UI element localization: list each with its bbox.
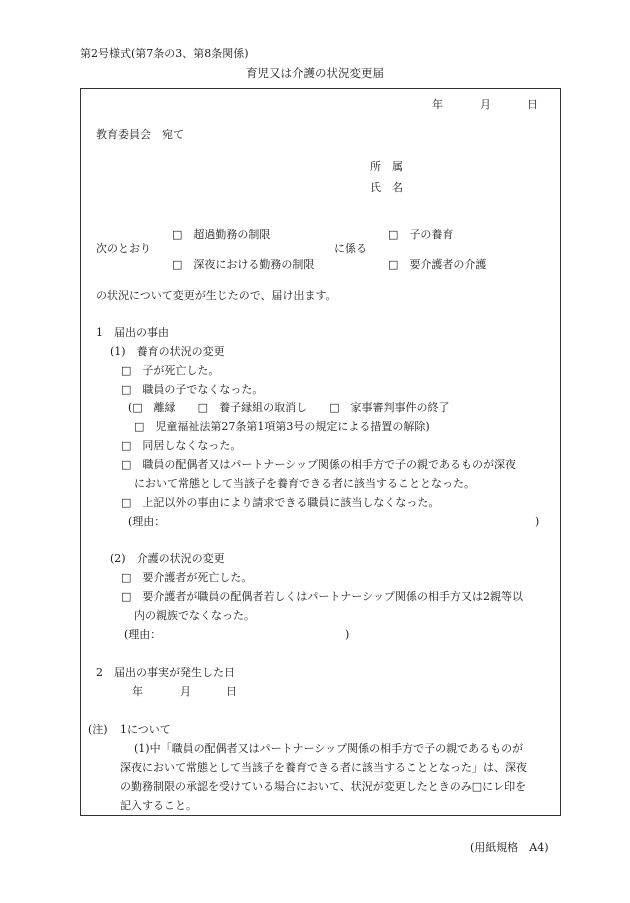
list-item: □ 同居しなくなった。 [121, 439, 242, 452]
date-year: 年 [432, 98, 443, 111]
reason-label: (理由： [128, 515, 166, 528]
option-overtime: □ 超過勤務の制限 [172, 228, 271, 241]
option-care: □ 要介護者の介護 [388, 258, 487, 271]
intro-relates: に係る [334, 242, 367, 255]
note-line: 深夜において常態として当該子を養育できる者に該当することとなった」は、深夜 [120, 761, 527, 774]
list-item: □ 児童福祉法第27条第1項第3号の規定による措置の解除) [134, 420, 430, 433]
note-heading: 1について [120, 723, 171, 736]
section2-month: 月 [180, 685, 191, 698]
list-item: 内の親族でなくなった。 [134, 609, 255, 622]
list-item: (□ 離縁 □ 養子縁組の取消し □ 家事審判事件の終了 [128, 401, 450, 414]
affiliation-label: 所 属 [370, 160, 403, 173]
list-item: □ 上記以外の事由により請求できる職員に該当しなくなった。 [121, 496, 440, 509]
intro-closing: の状況について変更が生じたので、届け出ます。 [96, 289, 337, 302]
section1-heading: 1 届出の事由 [96, 326, 169, 339]
addressee: 教育委員会 宛て [96, 128, 184, 141]
list-item: において常態として当該子を養育できる者に該当することとなった。 [134, 477, 475, 490]
note-line: の勤務制限の承認を受けている場合において、状況が変更したときのみ□にレ印を [120, 780, 527, 793]
name-label: 氏 名 [370, 181, 403, 194]
reason-label: (理由： [124, 628, 162, 641]
section2-day: 日 [226, 685, 237, 698]
reason-close: ) [345, 628, 350, 641]
paper-size: (用紙規格 A4) [470, 841, 549, 854]
page-title: 育児又は介護の状況変更届 [246, 66, 384, 80]
section2-year: 年 [132, 685, 143, 698]
intro-prefix: 次のとおり [96, 242, 151, 255]
note-line: 記入すること。 [120, 799, 197, 812]
list-item: □ 要介護者が死亡した。 [121, 571, 253, 584]
list-item: □ 職員の配偶者又はパートナーシップ関係の相手方で子の親であるものが深夜 [121, 458, 516, 471]
form-number: 第2号様式(第7条の3、第8条関係) [80, 47, 249, 60]
option-child: □ 子の養育 [388, 228, 454, 241]
reason-close: ) [535, 515, 540, 528]
sub1-heading: (1) 養育の状況の変更 [110, 345, 225, 358]
note-line: (1)中「職員の配偶者又はパートナーシップ関係の相手方で子の親であるものが [134, 742, 524, 755]
option-night: □ 深夜における勤務の制限 [172, 258, 315, 271]
list-item: □ 子が死亡した。 [121, 364, 220, 377]
list-item: □ 要介護者が職員の配偶者若しくはパートナーシップ関係の相手方又は2親等以 [121, 590, 523, 603]
date-day: 日 [527, 98, 538, 111]
list-item: □ 職員の子でなくなった。 [121, 383, 264, 396]
date-month: 月 [480, 98, 491, 111]
form-frame [80, 88, 561, 816]
note-label: (注) [88, 723, 108, 736]
section2-heading: 2 届出の事実が発生した日 [96, 666, 235, 679]
sub2-heading: (2) 介護の状況の変更 [110, 552, 225, 565]
